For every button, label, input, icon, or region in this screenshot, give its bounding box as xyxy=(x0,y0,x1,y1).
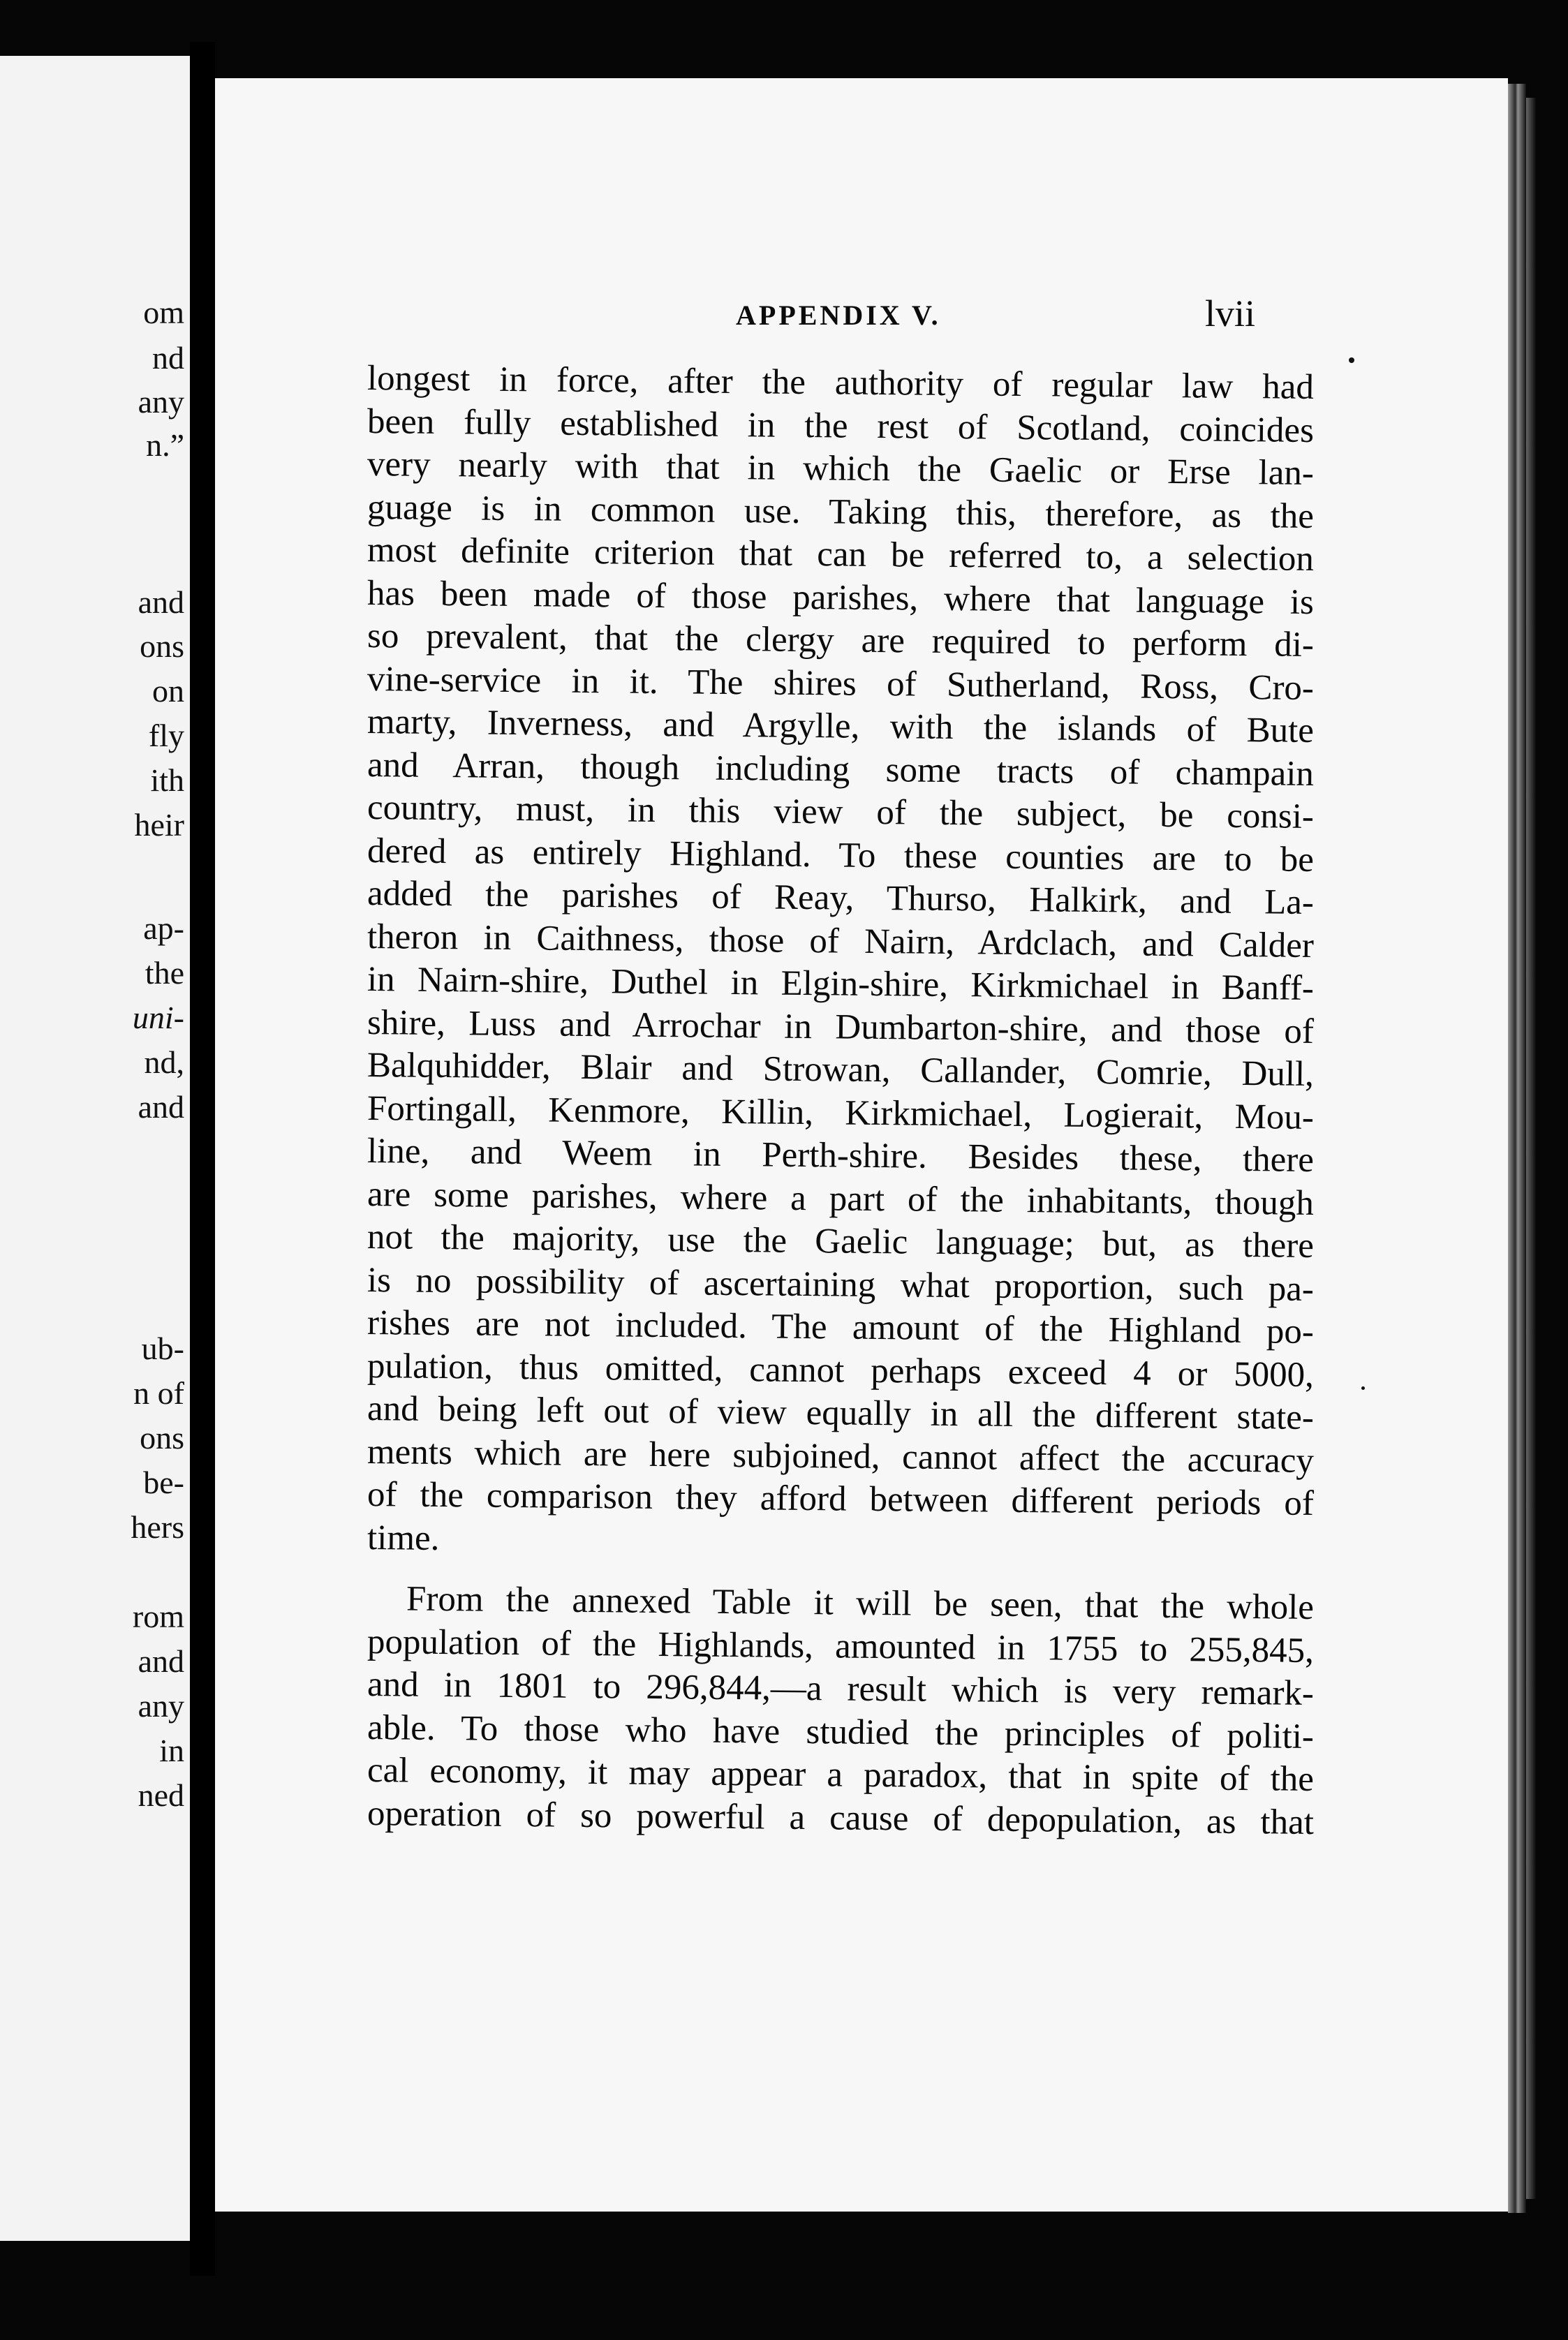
text-line: Fortingall, Kenmore, Killin, Kirkmichael, Logierait, Mou- xyxy=(367,1088,1315,1137)
facing-page-fragment: and xyxy=(138,1643,184,1679)
text-line: in Nairn-shire, Duthel in Elgin-shire, Kirkmichael in Banff- xyxy=(367,960,1315,1009)
text-line: line, and Weem in Perth-shire. Besides these, there xyxy=(367,1132,1315,1180)
text-line: Balquhidder, Blair and Strowan, Callander, Comrie, Dull, xyxy=(367,1046,1315,1095)
facing-page-fragment: om xyxy=(143,295,184,330)
facing-page-fragment: ub- xyxy=(141,1331,184,1366)
body-text xyxy=(367,357,1315,1842)
text-line: added the parishes of Reay, Thurso, Halkirk, and La- xyxy=(367,874,1315,923)
facing-page-fragment: n of xyxy=(133,1375,184,1411)
text-line: most definite criterion that can be referred to, a selection xyxy=(367,531,1315,579)
text-line: vine-service in it. The shires of Sutherland, Ross, Cro- xyxy=(367,659,1315,708)
text-line: of the comparison they afford between different periods of xyxy=(367,1475,1315,1524)
book-gutter xyxy=(190,42,215,2276)
facing-page-fragment: rom xyxy=(132,1599,184,1634)
ink-speck xyxy=(1349,357,1354,363)
text-line: population of the Highlands, amounted in 1755 to 255,845, xyxy=(367,1622,1315,1671)
text-line: are some parishes, where a part of the inhabitants, though xyxy=(367,1174,1315,1223)
text-line: is no possibility of ascertaining what proportion, such pa- xyxy=(367,1260,1315,1309)
text-line: ments which are here subjoined, cannot affect the accuracy xyxy=(367,1432,1315,1481)
facing-page-fragment: be- xyxy=(143,1465,184,1500)
facing-page-fragment: fly xyxy=(148,718,184,753)
text-line: From the annexed Table it will be seen, that the whole xyxy=(406,1579,1315,1628)
text-line: time. xyxy=(367,1518,440,1558)
facing-page-fragment: and xyxy=(138,1089,184,1125)
facing-page-fragment: ap- xyxy=(143,910,184,946)
facing-page-fragment: the xyxy=(145,955,184,991)
facing-page-fragment: any xyxy=(138,384,184,420)
facing-page-fragment: n.” xyxy=(146,427,184,463)
text-line: very nearly with that in which the Gaelic or Erse lan- xyxy=(367,445,1315,494)
facing-page-fragment: ons xyxy=(140,1420,184,1456)
text-line: and in 1801 to 296,844,—a result which is very remark- xyxy=(367,1665,1315,1714)
page-number: lvii xyxy=(1205,292,1256,334)
text-line: longest in force, after the authority of regular law had xyxy=(367,359,1315,408)
text-line: been fully established in the rest of Scotland, coincides xyxy=(367,401,1315,450)
page xyxy=(215,78,1508,2212)
text-line: dered as entirely Highland. To these counties are to be xyxy=(367,831,1315,880)
text-line: rishes are not included. The amount of the Highland po- xyxy=(367,1303,1315,1352)
text-line: and Arran, though including some tracts of champain xyxy=(367,745,1315,794)
running-head: APPENDIX V. xyxy=(736,299,941,331)
facing-page-fragment: nd, xyxy=(144,1044,184,1080)
text-line: marty, Inverness, and Argylle, with the islands of Bute xyxy=(367,702,1315,751)
facing-page-fragment: uni- xyxy=(132,1000,184,1035)
facing-page-edge xyxy=(0,56,190,2241)
facing-page-fragment: heir xyxy=(134,807,184,843)
text-line: theron in Caithness, those of Nairn, Ardclach, and Calder xyxy=(367,917,1315,965)
page-header xyxy=(215,292,1508,341)
ink-speck xyxy=(1361,1386,1365,1390)
facing-page-fragment: any xyxy=(138,1688,184,1724)
facing-page-fragment: in xyxy=(159,1733,184,1768)
text-line: cal economy, it may appear a paradox, that in spite of the xyxy=(367,1751,1315,1800)
facing-page-fragment: hers xyxy=(131,1509,184,1545)
text-line: not the majority, use the Gaelic language; but, as there xyxy=(367,1217,1315,1266)
text-line: country, must, in this view of the subject, be consi- xyxy=(367,788,1315,837)
facing-page-fragment: nd xyxy=(152,340,184,376)
text-line: able. To those who have studied the principles of politi- xyxy=(367,1708,1315,1756)
facing-page-fragment: and xyxy=(138,584,184,620)
page-stack-edge xyxy=(1508,84,1526,2213)
facing-page-fragment: ons xyxy=(140,628,184,664)
text-line: has been made of those parishes, where that language is xyxy=(367,573,1315,622)
text-line: pulation, thus omitted, cannot perhaps exceed 4 or 5000, xyxy=(367,1346,1315,1395)
facing-page-fragment: ned xyxy=(138,1777,184,1813)
text-line: guage is in common use. Taking this, therefore, as the xyxy=(367,487,1315,536)
facing-page-fragment: ith xyxy=(150,762,184,798)
page-stack-edge xyxy=(1526,98,1536,2199)
text-line: and being left out of view equally in all the different state- xyxy=(367,1389,1315,1438)
text-line: operation of so powerful a cause of depopulation, as that xyxy=(367,1793,1315,1842)
paragraph xyxy=(367,1578,1315,1842)
facing-page-fragment: on xyxy=(152,673,184,709)
text-line: so prevalent, that the clergy are required to perform di- xyxy=(367,616,1315,665)
text-line: shire, Luss and Arrochar in Dumbarton-shire, and those of xyxy=(367,1002,1315,1051)
paragraph xyxy=(367,357,1314,1560)
